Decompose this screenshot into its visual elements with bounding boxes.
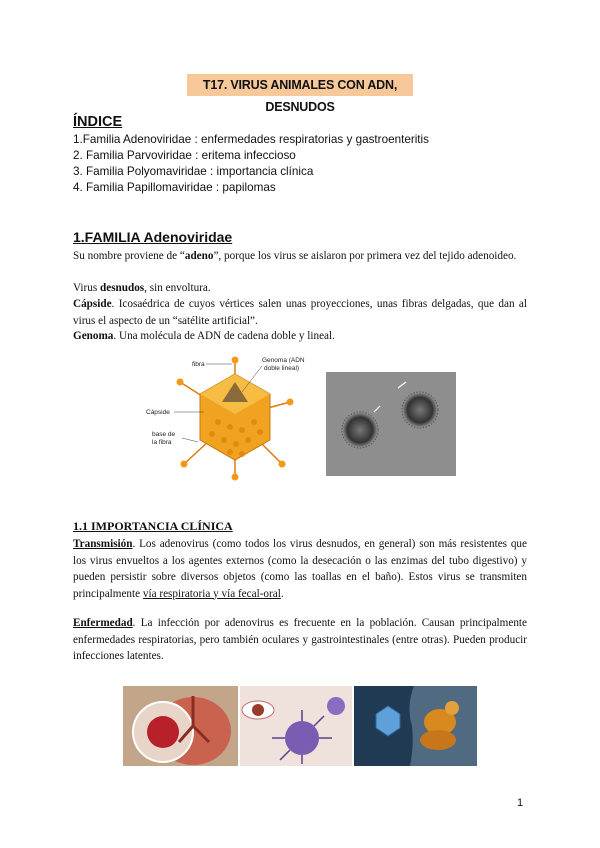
- section-1-naked-paragraph: Virus desnudos, sin envoltura.: [73, 282, 211, 294]
- diagram-label-base-1: base de: [152, 431, 176, 438]
- adenovirus-diagram: [140, 352, 305, 482]
- index-item-2: 2. Familia Parvoviridae : eritema infeccioso: [73, 149, 296, 162]
- diagram-label-fibra: fibra: [192, 361, 205, 368]
- diagram-label-base-2: la fibra: [152, 439, 172, 446]
- diagram-label-capside: Cápside: [146, 409, 170, 416]
- section-1-genome-paragraph: Genoma. Una molécula de ADN de cadena doble y lineal.: [73, 330, 335, 342]
- index-item-4: 4. Familia Papillomaviridae : papilomas: [73, 181, 276, 194]
- disease-paragraph: Enfermedad. La infección por adenovirus es frecuente en la población. Causan principalmente enfermedades respiratorias, pero también oculares y gastrointestinales (entre otras). Pueden producir infecciones latentes.: [73, 617, 527, 662]
- page-number: 1: [517, 797, 524, 809]
- index-item-1: 1.Familia Adenoviridae : enfermedades respiratorias y gastroenteritis: [73, 133, 429, 146]
- section-1-name-paragraph: Su nombre proviene de “adeno”, porque los virus se aislaron por primera vez del tejido adenoideo.: [73, 250, 517, 262]
- index-item-3: 3. Familia Polyomaviridae : importancia clínica: [73, 165, 314, 178]
- transmission-paragraph: Transmisión. Los adenovirus (como todos los virus desnudos, en general) son más resistentes que los virus envueltos a los agentes externos (como la desecación o las enzimas del tubo digestivo) y pueden persistir sobre diversos objetos (como las toallas en el baño). Estos virus se transmiten principalmente vía respiratoria y vía fecal-oral.: [73, 538, 527, 600]
- diagram-label-genoma-2: doble lineal): [264, 365, 300, 372]
- lungs-illustration: [123, 686, 238, 766]
- gut-illustration: [354, 686, 477, 766]
- section-1-1-heading: 1.1 IMPORTANCIA CLÍNICA: [73, 519, 233, 533]
- section-1-capsid-paragraph: Cápside. Icosaédrica de cuyos vértices salen unas proyecciones, unas fibras delgadas, que dan al virus el aspecto de un “satélite artificial”.: [73, 298, 527, 327]
- eye-virus-illustration: [240, 686, 352, 766]
- section-1-heading: 1.FAMILIA Adenoviridae: [73, 229, 233, 245]
- index-heading: ÍNDICE: [73, 114, 123, 130]
- page-title: T17. VIRUS ANIMALES CON ADN, DESNUDOS: [187, 74, 413, 96]
- electron-micrograph-image: [326, 372, 456, 476]
- diagram-label-genoma-1: Genoma (ADN: [262, 357, 305, 364]
